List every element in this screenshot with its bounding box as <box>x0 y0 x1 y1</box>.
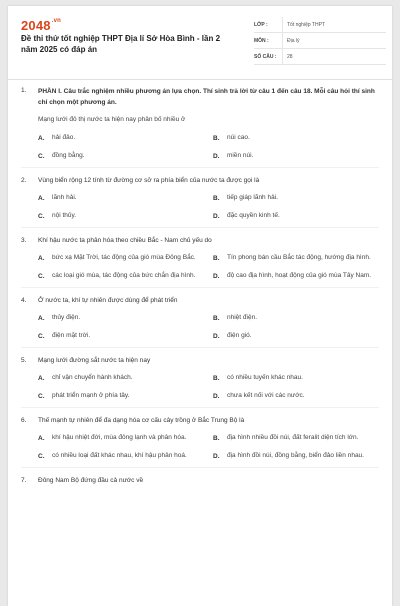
option-letter: B. <box>213 374 220 382</box>
option-d[interactable] <box>213 331 388 341</box>
option-text: địa hình đồi núi, đồng bằng, biển đảo liền nhau. <box>227 452 364 459</box>
meta-value: 28 <box>282 49 293 65</box>
option-c[interactable] <box>38 331 213 341</box>
question-text: Thế mạnh tự nhiên để đa dạng hóa cơ cấu cây trồng ở Bắc Trung Bộ là <box>38 417 245 424</box>
meta-row-count <box>254 49 386 65</box>
header-divider <box>8 79 392 80</box>
question-1 <box>21 86 392 168</box>
option-letter: C. <box>38 392 45 400</box>
option-letter: A. <box>38 434 45 442</box>
question-4 <box>21 296 392 348</box>
meta-box <box>254 17 386 65</box>
option-text: khí hậu nhiệt đới, mùa đông lạnh và phân hóa. <box>52 434 187 441</box>
option-a[interactable] <box>38 373 213 383</box>
question-6 <box>21 416 392 468</box>
question-separator <box>21 287 379 288</box>
option-c[interactable] <box>38 391 213 401</box>
option-b[interactable] <box>213 433 388 443</box>
question-text: Khí hậu nước ta phân hóa theo chiều Bắc - Nam chủ yếu do <box>38 237 212 244</box>
option-letter: D. <box>213 452 220 460</box>
question-number: 4. <box>21 297 27 304</box>
option-letter: B. <box>213 134 220 142</box>
section-intro <box>21 86 392 108</box>
question-separator <box>21 407 379 408</box>
options-grid <box>38 193 392 221</box>
option-letter: A. <box>38 254 45 262</box>
option-c[interactable] <box>38 271 213 281</box>
option-letter: D. <box>213 212 220 220</box>
question-separator <box>21 347 379 348</box>
option-text: độ cao địa hình, hoạt động của gió mùa Tây Nam. <box>227 272 372 279</box>
option-text: có nhiều loại đất khác nhau, khí hậu phân hoá. <box>52 452 187 459</box>
option-letter: D. <box>213 272 220 280</box>
option-text: miền núi. <box>227 152 254 159</box>
option-letter: D. <box>213 392 220 400</box>
option-b[interactable] <box>213 133 388 143</box>
option-d[interactable] <box>213 451 388 461</box>
option-text: đặc quyền kinh tế. <box>227 212 280 219</box>
question-3 <box>21 236 392 288</box>
site-logo[interactable] <box>21 18 61 33</box>
option-text: hải đảo. <box>52 134 76 141</box>
meta-value: Tốt nghiệp THPT <box>282 17 325 33</box>
option-text: chỉ vận chuyển hành khách. <box>52 374 133 381</box>
question-stem <box>21 416 392 426</box>
option-text: phát triển mạnh ở phía tây. <box>52 392 130 399</box>
options-grid <box>38 313 392 341</box>
question-stem <box>21 356 392 366</box>
option-text: điện gió. <box>227 332 252 339</box>
option-letter: D. <box>213 332 220 340</box>
option-a[interactable] <box>38 433 213 443</box>
option-d[interactable] <box>213 151 388 161</box>
question-stem <box>21 296 392 306</box>
options-grid <box>38 253 392 281</box>
header <box>8 6 392 72</box>
option-letter: C. <box>38 152 45 160</box>
question-separator <box>21 167 379 168</box>
options-grid <box>38 373 392 401</box>
question-number: 2. <box>21 177 27 184</box>
option-text: Tín phong bán cầu Bắc tác động, hướng địa hình. <box>227 254 371 261</box>
option-letter: B. <box>213 254 220 262</box>
question-5 <box>21 356 392 408</box>
option-text: núi cao. <box>227 134 250 141</box>
section-text: PHẦN I. Câu trắc nghiệm nhiều phương án lựa chọn. Thí sinh trả lời từ câu 1 đến câu 18. Mỗi câu hỏi thí sinh chỉ chọn một phương án. <box>38 88 375 106</box>
option-b[interactable] <box>213 253 388 263</box>
option-b[interactable] <box>213 193 388 203</box>
option-text: điện mặt trời. <box>52 332 91 339</box>
option-text: thủy điện. <box>52 314 81 321</box>
question-text: Mạng lưới đô thị nước ta hiện nay phân bố nhiều ở <box>38 116 186 123</box>
question-stem <box>21 176 392 186</box>
option-letter: A. <box>38 134 45 142</box>
option-text: đồng bằng. <box>52 152 85 159</box>
question-number: 7. <box>21 477 27 484</box>
options-grid <box>38 133 392 161</box>
logo-suffix: .vn <box>51 18 62 24</box>
option-text: nhiệt điện. <box>227 314 257 321</box>
option-letter: B. <box>213 434 220 442</box>
option-letter: C. <box>38 272 45 280</box>
question-text: Ở nước ta, khí tự nhiên được dùng để phát triển <box>38 297 178 304</box>
question-text: Mạng lưới đường sắt nước ta hiện nay <box>38 357 151 364</box>
question-separator <box>21 227 379 228</box>
option-letter: B. <box>213 314 220 322</box>
logo-text: 2048 <box>21 18 51 33</box>
question-7 <box>21 476 392 486</box>
option-b[interactable] <box>213 373 388 383</box>
option-c[interactable] <box>38 151 213 161</box>
meta-label: SỐ CÂU : <box>254 53 277 60</box>
option-text: lãnh hải. <box>52 194 77 201</box>
option-text: các loại gió mùa, tác động của bức chắn địa hình. <box>52 272 196 279</box>
option-a[interactable] <box>38 193 213 203</box>
question-stem <box>21 476 392 486</box>
option-c[interactable] <box>38 451 213 461</box>
option-letter: D. <box>213 152 220 160</box>
option-c[interactable] <box>38 211 213 221</box>
option-letter: A. <box>38 194 45 202</box>
option-d[interactable] <box>213 271 388 281</box>
meta-row-class <box>254 17 386 33</box>
option-b[interactable] <box>213 313 388 323</box>
option-letter: C. <box>38 212 45 220</box>
option-d[interactable] <box>213 391 388 401</box>
meta-label: MÔN : <box>254 37 269 44</box>
question-separator <box>21 467 379 468</box>
option-text: có nhiều tuyến khác nhau. <box>227 374 303 381</box>
options-grid <box>38 433 392 461</box>
meta-value: Địa lý <box>282 33 300 49</box>
option-letter: C. <box>38 332 45 340</box>
question-number: 6. <box>21 417 27 424</box>
option-a[interactable] <box>38 133 213 143</box>
question-number: 5. <box>21 357 27 364</box>
option-letter: A. <box>38 374 45 382</box>
exam-content <box>8 86 392 493</box>
question-stem <box>21 236 392 246</box>
question-number: 1. <box>21 87 27 94</box>
option-letter: A. <box>38 314 45 322</box>
option-text: tiếp giáp lãnh hải. <box>227 194 278 201</box>
option-letter: B. <box>213 194 220 202</box>
option-d[interactable] <box>213 211 388 221</box>
option-text: bức xạ Mặt Trời, tác động của gió mùa Đông Bắc. <box>52 254 196 261</box>
option-a[interactable] <box>38 313 213 323</box>
option-text: nội thủy. <box>52 212 77 219</box>
doc-title: Đề thi thử tốt nghiệp THPT Địa lí Sở Hòa Bình - lần 2 năm 2025 có đáp án <box>21 34 221 54</box>
option-a[interactable] <box>38 253 213 263</box>
option-text: chưa kết nối với các nước. <box>227 392 305 399</box>
exam-page <box>8 6 392 606</box>
question-text: Đông Nam Bộ đứng đầu cả nước về <box>38 477 144 484</box>
question-text: Vùng biển rộng 12 tính từ đường cơ sở ra phía biển của nước ta được gọi là <box>38 177 260 184</box>
meta-label: LỚP : <box>254 21 268 28</box>
option-text: địa hình nhiều đồi núi, đất feralit diện tích lớn. <box>227 434 359 441</box>
meta-row-subject <box>254 33 386 49</box>
question-2 <box>21 176 392 228</box>
question-number: 3. <box>21 237 27 244</box>
option-letter: C. <box>38 452 45 460</box>
